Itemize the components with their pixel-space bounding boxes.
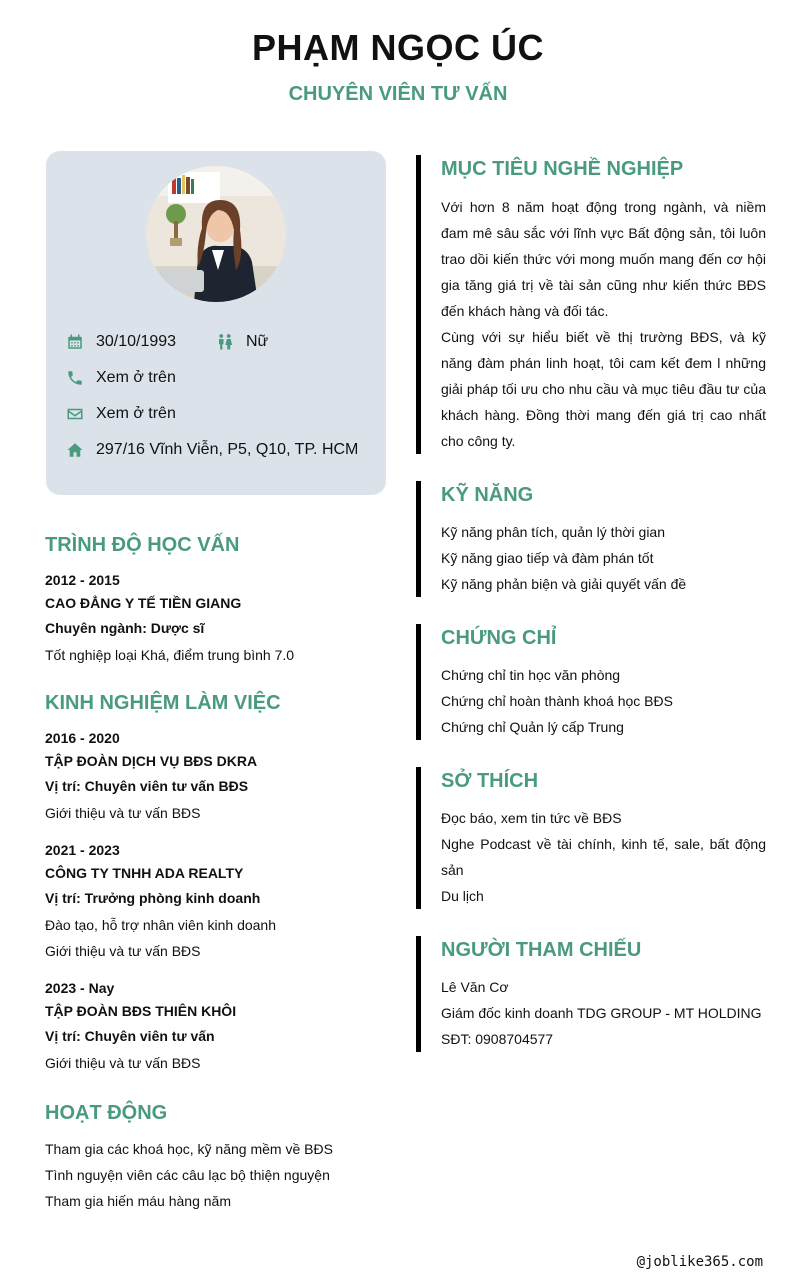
skills-section (416, 481, 766, 597)
education-note: Tốt nghiệp loại Khá, điểm trung bình 7.0 (45, 647, 295, 663)
watermark: @joblike365.com (636, 1254, 763, 1270)
objective-section (416, 155, 766, 454)
hobbies-section (416, 767, 766, 909)
education-school: CAO ĐẲNG Y TẾ TIỀN GIANG (45, 595, 242, 611)
phone-icon (66, 369, 84, 387)
home-icon (66, 441, 84, 459)
job-position: Vị trí: Chuyên viên tư vấn (45, 1028, 215, 1044)
job-duty: Đào tạo, hỗ trợ nhân viên kinh doanh (45, 917, 277, 933)
certificates-section (416, 624, 766, 740)
job-position: Vị trí: Chuyên viên tư vấn BĐS (45, 778, 249, 794)
list-item: Kỹ năng phản biện và giải quyết vấn đề (441, 576, 687, 592)
resume-header (0, 28, 796, 106)
address-row (66, 438, 358, 462)
avatar-photo (146, 166, 286, 302)
email-value: Xem ở trên (96, 405, 176, 422)
list-item: Lê Văn Cơ (441, 979, 509, 995)
objective-paragraph: Với hơn 8 năm hoạt động trong ngành, và niềm đam mê sâu sắc với lĩnh vực Bất động sản, tôi luôn trao dồi kiến thức với mong muốn mang đến cơ hội gia tăng giá trị về tài sản cũng như kiến thức BĐS đến khách hàng và đối tác. (441, 199, 766, 319)
job-entry (45, 839, 385, 964)
objective-paragraph: Cùng với sự hiểu biết về thị trường BĐS, và kỹ năng đàm phán linh hoạt, tôi cam kết đem l những giải pháp tối ưu cho nhu cầu và mục tiêu đầu tư của khách hàng. Đồng thời mang đến giá trị cao nhất cho công ty. (441, 329, 766, 449)
list-item: Nghe Podcast về tài chính, kinh tế, sale, bất động sản (441, 836, 766, 878)
phone-value: Xem ở trên (96, 369, 176, 386)
gender-icon (216, 333, 234, 351)
address-value: 297/16 Vĩnh Viễn, P5, Q10, TP. HCM (96, 441, 359, 458)
birthdate-row (66, 330, 176, 354)
gender-row (216, 330, 268, 354)
education-major: Chuyên ngành: Dược sĩ (45, 620, 205, 636)
profile-card (46, 151, 386, 495)
list-item: Kỹ năng giao tiếp và đàm phán tốt (441, 550, 654, 566)
certificates-title: CHỨNG CHỈ (441, 627, 557, 649)
list-item: Tình nguyện viên các câu lạc bộ thiện nguyện (45, 1167, 330, 1183)
activities-title: HOẠT ĐỘNG (45, 1102, 168, 1124)
candidate-title: CHUYÊN VIÊN TƯ VẤN (288, 83, 508, 105)
education-period: 2012 - 2015 (45, 572, 120, 588)
references-section (416, 936, 766, 1052)
email-row (66, 402, 176, 426)
list-item: Đọc báo, xem tin tức về BĐS (441, 810, 622, 826)
education-section (45, 569, 385, 668)
job-position: Vị trí: Trưởng phòng kinh doanh (45, 890, 261, 906)
job-company: TẬP ĐOÀN DỊCH VỤ BĐS DKRA (45, 753, 258, 769)
job-period: 2023 - Nay (45, 980, 115, 996)
list-item: Du lịch (441, 888, 484, 904)
references-title: NGƯỜI THAM CHIẾU (441, 939, 642, 961)
list-item: Chứng chỉ Quản lý cấp Trung (441, 719, 624, 735)
gender-value: Nữ (246, 333, 269, 350)
activities-section (45, 1136, 385, 1214)
list-item: Giám đốc kinh doanh TDG GROUP - MT HOLDING (441, 1005, 762, 1021)
experience-title: KINH NGHIỆM LÀM VIỆC (45, 692, 281, 714)
job-duty: Giới thiệu và tư vấn BĐS (45, 805, 201, 821)
job-entry (45, 727, 385, 826)
list-item: Kỹ năng phân tích, quản lý thời gian (441, 524, 665, 540)
job-company: CÔNG TY TNHH ADA REALTY (45, 865, 244, 881)
avatar (146, 166, 286, 302)
calendar-icon (66, 333, 84, 351)
job-period: 2016 - 2020 (45, 730, 120, 746)
envelope-icon (66, 405, 84, 423)
list-item: Tham gia hiến máu hàng năm (45, 1193, 231, 1209)
job-period: 2021 - 2023 (45, 842, 120, 858)
candidate-name: PHẠM NGỌC ÚC (252, 27, 544, 68)
list-item: SĐT: 0908704577 (441, 1031, 554, 1047)
job-duty: Giới thiệu và tư vấn BĐS (45, 1055, 201, 1071)
list-item: Chứng chỉ hoàn thành khoá học BĐS (441, 693, 673, 709)
experience-section (45, 727, 385, 1076)
job-entry (45, 977, 385, 1076)
job-duty: Giới thiệu và tư vấn BĐS (45, 943, 201, 959)
skills-title: KỸ NĂNG (441, 484, 534, 506)
birthdate-value: 30/10/1993 (96, 333, 177, 350)
hobbies-title: SỞ THÍCH (441, 770, 539, 792)
phone-row (66, 366, 176, 390)
job-company: TẬP ĐOÀN BĐS THIÊN KHÔI (45, 1003, 237, 1019)
list-item: Tham gia các khoá học, kỹ năng mềm về BĐS (45, 1141, 333, 1157)
objective-title: MỤC TIÊU NGHỀ NGHIỆP (441, 158, 684, 180)
list-item: Chứng chỉ tin học văn phòng (441, 667, 621, 683)
education-title: TRÌNH ĐỘ HỌC VẤN (45, 534, 240, 556)
